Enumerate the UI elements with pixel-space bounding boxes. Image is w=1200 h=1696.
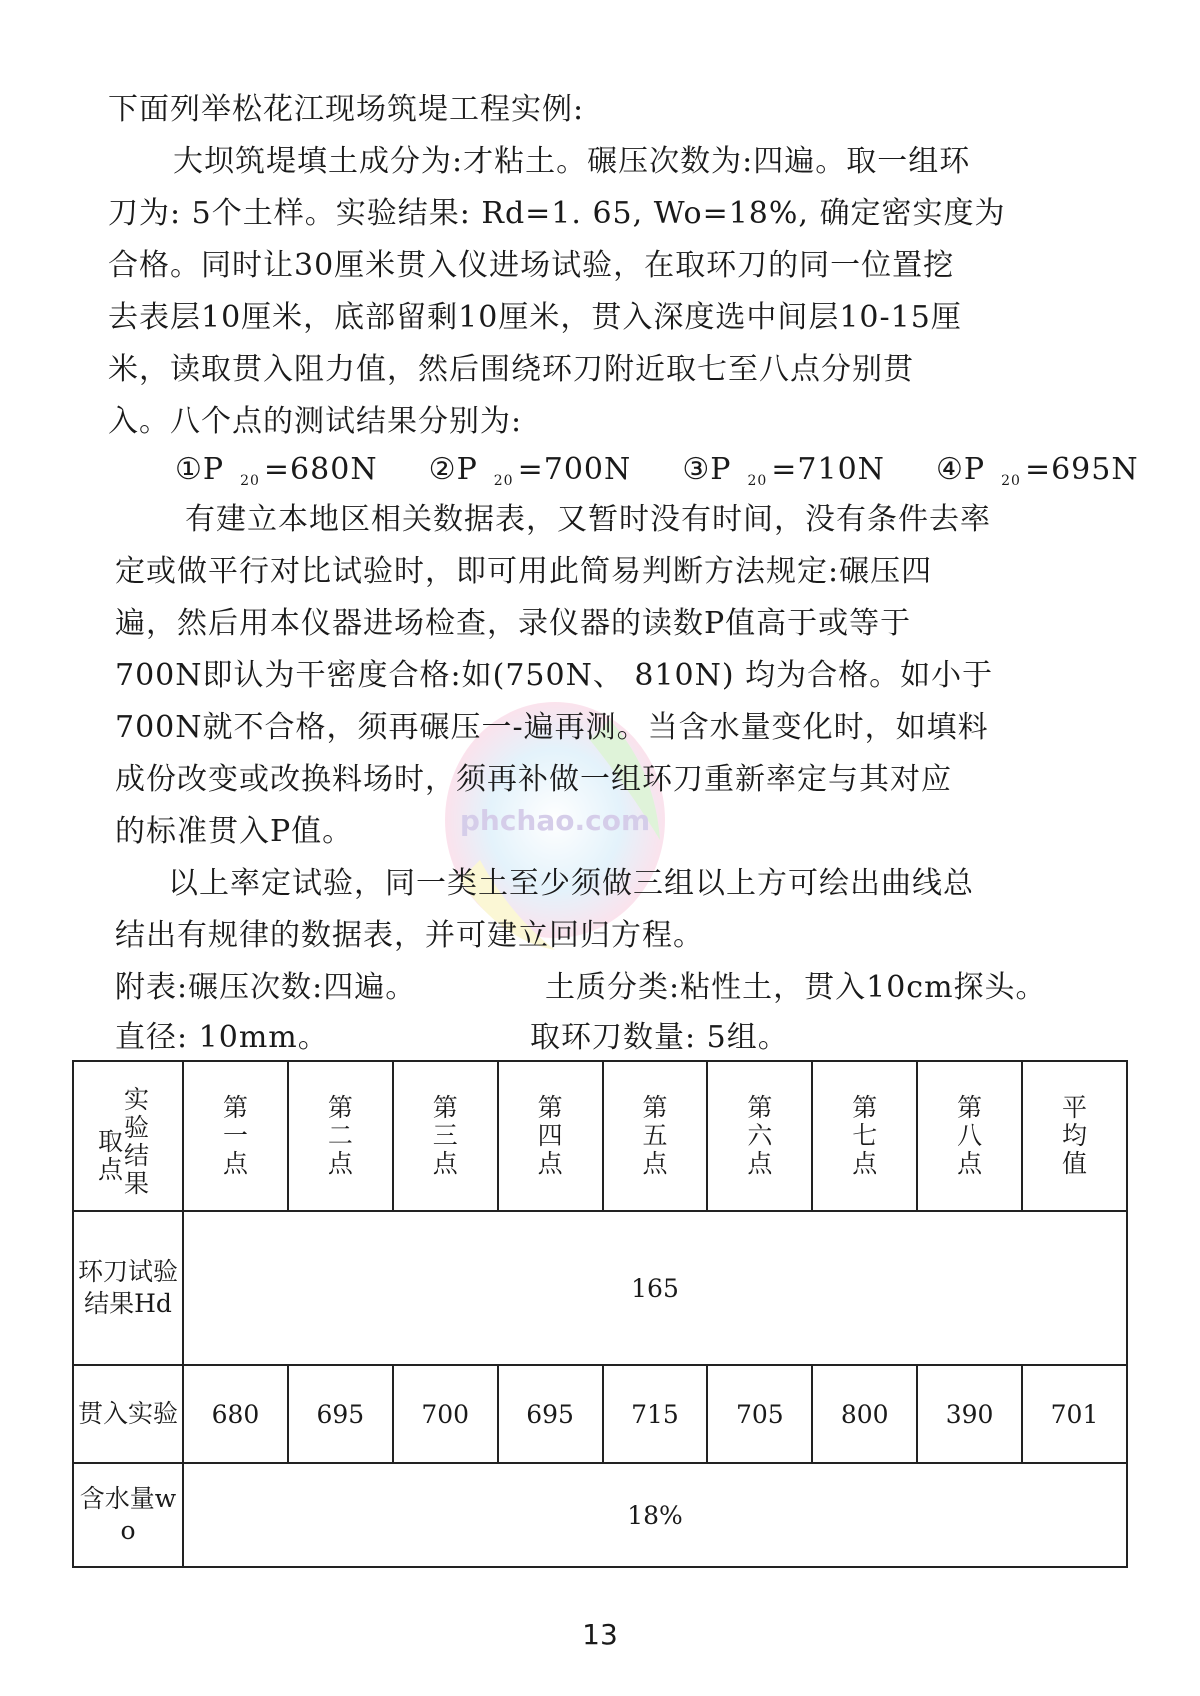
text-line: 结出有规律的数据表，并可建立回归方程。 [115,918,704,953]
table-header-cell: 第四点 [498,1061,603,1211]
text-line: 刀为: 5个土样。实验结果: Rd=1. 65, Wo=18%, 确定密实度为 [108,196,1006,231]
text-line: 的标准贯入P值。 [115,814,354,849]
text-line: 有建立本地区相关数据表，又暂时没有时间，没有条件去率 [185,502,991,537]
text-line: 700N就不合格，须再碾压一-遍再测。当含水量变化时，如填料 [115,710,989,745]
row-label-ring-knife: 环刀试验结果Hd [73,1211,183,1365]
penetration-average: 701 [1022,1365,1127,1463]
text-line: 土质分类:粘性土，贯入10cm探头。 [545,970,1047,1005]
penetration-value: 700 [393,1365,498,1463]
watermark-text: phchao.com [459,804,651,837]
penetration-value: 680 [183,1365,288,1463]
measurement-2: ②P $_{20}$ =700N [428,452,632,489]
page-number: 13 [582,1618,618,1651]
text-line: 米，读取贯入阻力值，然后围绕环刀附近取七至八点分别贯 [108,352,914,387]
text-line: 取环刀数量: 5组。 [530,1020,789,1055]
text-line: 入。八个点的测试结果分别为: [108,404,523,439]
test-results-table [72,1060,1128,1568]
penetration-value: 695 [498,1365,603,1463]
corner-label [74,1076,182,1196]
corner-right-label: 结果 [124,1141,150,1198]
text-line: 直径: 10mm。 [115,1020,329,1055]
table-header-cell: 第五点 [603,1061,708,1211]
table-row [73,1463,1127,1567]
text-line: 大坝筑堤填土成分为:才粘土。碾压次数为:四遍。取一组环 [173,144,971,179]
penetration-value: 800 [812,1365,917,1463]
corner-left-label: 取点 [98,1127,124,1184]
measurement-1: ①P $_{20}$ =680N [175,452,378,489]
text-line: 成份改变或改换料场时，须再补做一组环刀重新率定与其对应 [115,762,952,797]
table-header-cell: 第二点 [288,1061,393,1211]
measurement-3: ③P $_{20}$ =710N [682,452,885,489]
text-line: 以上率定试验，同一类土至少须做三组以上方可绘出曲线总 [168,866,974,901]
table-corner-cell [73,1061,183,1211]
penetration-value: 715 [603,1365,708,1463]
row-label-penetration: 贯入实验 [73,1365,183,1463]
table-row [73,1365,1127,1463]
measurement-4: ④P $_{20}$ =695N [936,452,1139,489]
table-header-cell: 第三点 [393,1061,498,1211]
penetration-value: 705 [707,1365,812,1463]
text-line: 合格。同时让30厘米贯入仪进场试验，在取环刀的同一位置挖 [108,248,955,283]
table-header-cell: 第一点 [183,1061,288,1211]
water-content-value: 18% [183,1463,1127,1567]
table-header-cell: 第六点 [707,1061,812,1211]
table-header-cell: 第八点 [917,1061,1022,1211]
text-line: 下面列举松花江现场筑堤工程实例: [108,92,585,127]
text-line: 700N即认为干密度合格:如(750N、 810N) 均为合格。如小于 [115,658,994,693]
text-line: 遍，然后用本仪器进场检查，录仪器的读数P值高于或等于 [115,606,912,641]
ring-knife-value: 165 [183,1211,1127,1365]
table-header-cell: 平均值 [1022,1061,1127,1211]
text-line: 定或做平行对比试验时，即可用此简易判断方法规定:碾压四 [115,554,933,589]
table-header-cell: 第七点 [812,1061,917,1211]
table-header-row [73,1061,1127,1211]
table-row [73,1211,1127,1365]
text-line: 去表层10厘米，底部留剩10厘米，贯入深度选中间层10-15厘 [108,300,962,335]
text-line: 附表:碾压次数:四遍。 [115,970,417,1005]
penetration-value: 390 [917,1365,1022,1463]
measurement-line [175,450,1139,495]
corner-top-label: 实验 [124,1085,150,1142]
row-label-water-content: 含水量wo [73,1463,183,1567]
penetration-value: 695 [288,1365,393,1463]
